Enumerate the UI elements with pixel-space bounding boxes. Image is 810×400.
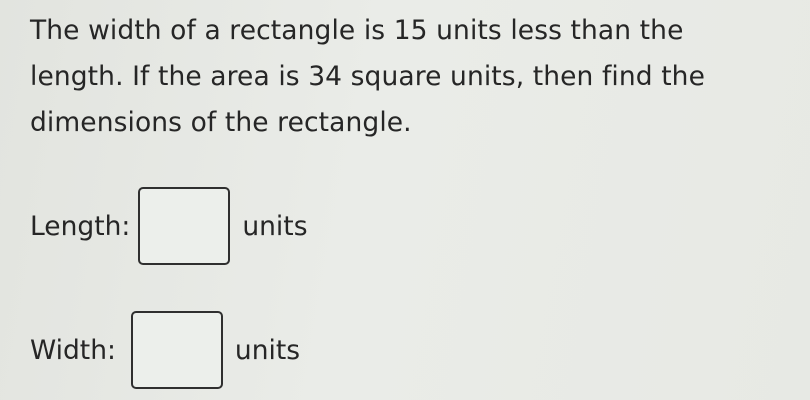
length-input[interactable]	[138, 187, 230, 265]
width-unit: units	[234, 334, 301, 366]
problem-line-2: length. If the area is 34 square units, then find the	[30, 61, 705, 92]
problem-statement	[30, 8, 805, 146]
width-answer-row	[30, 310, 300, 390]
width-input[interactable]	[131, 311, 223, 389]
length-unit: units	[242, 210, 308, 242]
length-label: Length:	[30, 210, 131, 242]
problem-line-3: dimensions of the rectangle.	[30, 107, 412, 138]
length-answer-row	[30, 186, 308, 266]
width-label: Width:	[30, 334, 116, 366]
problem-line-1: The width of a rectangle is 15 units less than the	[30, 15, 684, 46]
